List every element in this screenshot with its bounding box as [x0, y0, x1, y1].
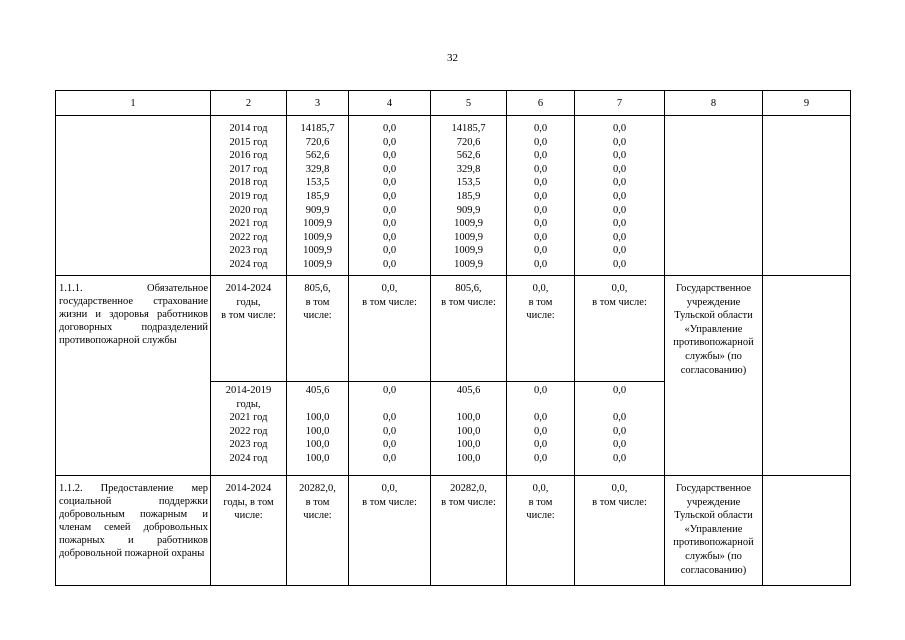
cell-line: 185,9 — [456, 190, 481, 202]
sub-years-column — [211, 382, 287, 476]
cell-line: 0,0 — [612, 425, 627, 437]
column-4-total — [349, 276, 431, 382]
cell-line — [349, 398, 430, 412]
column-4-values — [349, 116, 431, 276]
header-cell: 9 — [763, 91, 851, 116]
cell-line: 0,0 — [612, 136, 627, 148]
cell-line: в том числе: — [441, 496, 496, 508]
column-6-total — [507, 476, 575, 586]
cell-line: числе: — [234, 510, 263, 522]
cell-line: Тульской области — [674, 510, 753, 522]
cell-line: 14185,7 — [300, 123, 335, 134]
cell-line: противопожарной — [673, 337, 754, 349]
header-cell: 8 — [665, 91, 763, 116]
cell-line: 0,0 — [533, 204, 548, 216]
sub-column-6 — [507, 382, 575, 476]
cell-line: 2023 год — [229, 245, 268, 257]
cell-line: 0,0 — [612, 163, 627, 175]
cell-line: 100,0 — [456, 439, 481, 451]
header-cell: 4 — [349, 91, 431, 116]
cell-line: 0,0, — [381, 283, 398, 294]
cell-line: 720,6 — [456, 136, 481, 148]
cell-line: 909,9 — [456, 204, 481, 216]
cell-line: 0,0 — [533, 231, 548, 243]
cell-line: 0,0 — [612, 385, 627, 396]
header-cell: 5 — [431, 91, 507, 116]
cell-line: учреждение — [686, 496, 741, 508]
cell-line: 0,0 — [533, 439, 548, 451]
cell-line: 2014 год — [229, 123, 268, 134]
cell-line: 0,0 — [382, 204, 397, 216]
cell-line: в том числе: — [441, 296, 496, 308]
cell-line: 100,0 — [305, 452, 330, 464]
column-6-values — [507, 116, 575, 276]
cell-line: 0,0 — [382, 258, 397, 270]
empty-cell — [763, 276, 851, 476]
cell-line: 100,0 — [456, 452, 481, 464]
cell-line: 2022 год — [229, 425, 268, 437]
cell-line: 0,0 — [612, 190, 627, 202]
cell-line: 0,0 — [612, 258, 627, 270]
cell-line: в том числе: — [221, 310, 276, 322]
cell-line: в том числе: — [592, 496, 647, 508]
cell-line: 20282,0, — [299, 483, 336, 494]
cell-line: учреждение — [686, 296, 741, 308]
cell-line: 1009,9 — [454, 218, 483, 230]
cell-line: 2014-2024 — [225, 283, 272, 294]
cell-line: 0,0 — [533, 425, 548, 437]
cell-line: «Управление — [684, 523, 743, 535]
cell-line: годы, — [236, 398, 261, 410]
program-table — [55, 90, 851, 586]
cell-line: противопожарной — [673, 537, 754, 549]
cell-line: 909,9 — [305, 204, 330, 216]
cell-line: 2014-2019 — [225, 385, 272, 396]
cell-line: 1009,9 — [454, 258, 483, 270]
cell-line: 329,8 — [305, 163, 330, 175]
empty-cell — [665, 116, 763, 276]
cell-line: 2021 год — [229, 218, 268, 230]
sub-column-4 — [349, 382, 431, 476]
header-cell: 6 — [507, 91, 575, 116]
cell-line: 2023 год — [229, 439, 268, 451]
cell-line: 2015 год — [229, 136, 268, 148]
cell-line: 153,5 — [305, 177, 330, 189]
cell-line: 329,8 — [456, 163, 481, 175]
cell-line: «Управление — [684, 323, 743, 335]
cell-line: в том — [528, 296, 553, 308]
column-3-total — [287, 476, 349, 586]
cell-line: 562,6 — [305, 150, 330, 162]
cell-line: 1009,9 — [303, 245, 332, 257]
cell-line: 2019 год — [229, 190, 268, 202]
cell-line: 2014-2024 — [225, 483, 272, 494]
cell-line: 0,0 — [382, 218, 397, 230]
cell-line: 2024 год — [229, 258, 268, 270]
cell-line: 805,6, — [304, 283, 331, 294]
cell-line: 0,0 — [382, 425, 397, 437]
cell-line: согласованию) — [680, 564, 747, 576]
cell-line: 0,0 — [533, 190, 548, 202]
cell-line: 2018 год — [229, 177, 268, 189]
column-6-total — [507, 276, 575, 382]
cell-line: 1009,9 — [303, 258, 332, 270]
cell-line: 0,0 — [382, 439, 397, 451]
cell-line: 1009,9 — [303, 231, 332, 243]
cell-line: 0,0 — [382, 231, 397, 243]
executor-cell — [665, 476, 763, 586]
column-5-total — [431, 276, 507, 382]
cell-line: 805,6, — [455, 283, 482, 294]
page-number: 32 — [447, 52, 458, 64]
column-5-values — [431, 116, 507, 276]
column-3-total — [287, 276, 349, 382]
cell-line — [431, 398, 506, 412]
cell-line: 2022 год — [229, 231, 268, 243]
cell-line: 0,0 — [612, 231, 627, 243]
cell-line: 0,0 — [382, 123, 397, 134]
cell-line: числе: — [303, 310, 332, 322]
cell-line: согласованию) — [680, 364, 747, 376]
column-5-total — [431, 476, 507, 586]
sub-column-5 — [431, 382, 507, 476]
cell-line: 0,0 — [612, 177, 627, 189]
cell-line: 0,0 — [612, 204, 627, 216]
cell-line: 1009,9 — [454, 245, 483, 257]
column-3-values — [287, 116, 349, 276]
cell-line: 0,0 — [533, 218, 548, 230]
cell-line: 14185,7 — [451, 123, 486, 134]
table-row — [56, 276, 851, 382]
cell-line: числе: — [303, 510, 332, 522]
cell-line: 720,6 — [305, 136, 330, 148]
cell-line: 100,0 — [456, 425, 481, 437]
cell-line: службы» (по — [685, 550, 742, 562]
cell-line: 2021 год — [229, 412, 268, 424]
cell-line: 0,0 — [612, 245, 627, 257]
empty-cell — [763, 116, 851, 276]
cell-line: 0,0, — [611, 283, 628, 294]
cell-line: 0,0 — [533, 136, 548, 148]
cell-line: 0,0 — [382, 385, 397, 396]
cell-line: 0,0, — [532, 283, 549, 294]
cell-line: 2020 год — [229, 204, 268, 216]
sub-column-7 — [575, 382, 665, 476]
header-row — [56, 91, 851, 116]
cell-line: в том числе: — [592, 296, 647, 308]
cell-line: 0,0 — [382, 452, 397, 464]
cell-line: в том числе: — [362, 496, 417, 508]
column-7-total — [575, 276, 665, 382]
cell-line — [287, 398, 348, 412]
cell-line: 0,0 — [533, 258, 548, 270]
cell-line: 0,0, — [611, 483, 628, 494]
cell-line: 0,0 — [612, 123, 627, 134]
cell-line: 0,0, — [532, 483, 549, 494]
header-cell: 3 — [287, 91, 349, 116]
item-1-1-2-title: 1.1.2. Предоставление мер социальной поддержки добровольным пожарным и членам семей добровольных пожарных и работников добровольной пожарной охраны — [56, 476, 211, 586]
cell-line: 405,6 — [305, 385, 330, 396]
cell-line: 0,0 — [612, 412, 627, 424]
table-row — [56, 476, 851, 586]
cell-line: 0,0 — [382, 136, 397, 148]
empty-cell — [56, 116, 211, 276]
cell-line: 100,0 — [456, 412, 481, 424]
column-7-total — [575, 476, 665, 586]
cell-line: в том — [305, 496, 330, 508]
cell-line: 2017 год — [229, 163, 268, 175]
cell-line: 0,0 — [533, 245, 548, 257]
cell-line: 0,0 — [382, 150, 397, 162]
cell-line: 562,6 — [456, 150, 481, 162]
cell-line: 0,0 — [382, 190, 397, 202]
cell-line: 0,0 — [612, 218, 627, 230]
cell-line: 0,0, — [381, 483, 398, 494]
cell-line: 0,0 — [382, 412, 397, 424]
cell-line: 0,0 — [533, 177, 548, 189]
cell-line: 0,0 — [533, 150, 548, 162]
cell-line: годы, — [236, 296, 261, 308]
cell-line: 0,0 — [533, 123, 548, 134]
cell-line — [507, 398, 574, 412]
column-4-total — [349, 476, 431, 586]
cell-line: 1009,9 — [303, 218, 332, 230]
cell-line: 1009,9 — [454, 231, 483, 243]
cell-line: числе: — [526, 510, 555, 522]
cell-line: 0,0 — [382, 245, 397, 257]
column-7-values — [575, 116, 665, 276]
period-cell — [211, 276, 287, 382]
cell-line: 0,0 — [533, 163, 548, 175]
cell-line: Государственное — [675, 483, 752, 494]
cell-line: 2016 год — [229, 150, 268, 162]
cell-line: годы, в том — [223, 496, 274, 508]
header-cell: 7 — [575, 91, 665, 116]
cell-line: 2024 год — [229, 452, 268, 464]
sub-column-3 — [287, 382, 349, 476]
cell-line: 20282,0, — [450, 483, 487, 494]
cell-line: 100,0 — [305, 425, 330, 437]
cell-line: службы» (по — [685, 350, 742, 362]
cell-line: 0,0 — [612, 150, 627, 162]
cell-line: в том — [305, 296, 330, 308]
table-row — [56, 116, 851, 276]
cell-line: 100,0 — [305, 412, 330, 424]
cell-line: 0,0 — [533, 412, 548, 424]
cell-line: Тульской области — [674, 310, 753, 322]
cell-line — [575, 398, 664, 412]
cell-line: 0,0 — [533, 452, 548, 464]
cell-line: 405,6 — [456, 385, 481, 396]
cell-line: в том числе: — [362, 296, 417, 308]
cell-line: в том — [528, 496, 553, 508]
cell-line: Государственное — [675, 283, 752, 294]
cell-line: 0,0 — [612, 439, 627, 451]
executor-cell — [665, 276, 763, 476]
years-column — [211, 116, 287, 276]
cell-line: числе: — [526, 310, 555, 322]
cell-line: 100,0 — [305, 439, 330, 451]
header-cell: 1 — [56, 91, 211, 116]
period-cell — [211, 476, 287, 586]
item-1-1-1-title: 1.1.1. Обязательное государственное страхование жизни и здоровья работников договорных подразделений противопожарной службы — [56, 276, 211, 476]
empty-cell — [763, 476, 851, 586]
cell-line: 0,0 — [533, 385, 548, 396]
cell-line: 0,0 — [382, 163, 397, 175]
cell-line: 185,9 — [305, 190, 330, 202]
cell-line: 153,5 — [456, 177, 481, 189]
cell-line: 0,0 — [612, 452, 627, 464]
header-cell: 2 — [211, 91, 287, 116]
cell-line: 0,0 — [382, 177, 397, 189]
